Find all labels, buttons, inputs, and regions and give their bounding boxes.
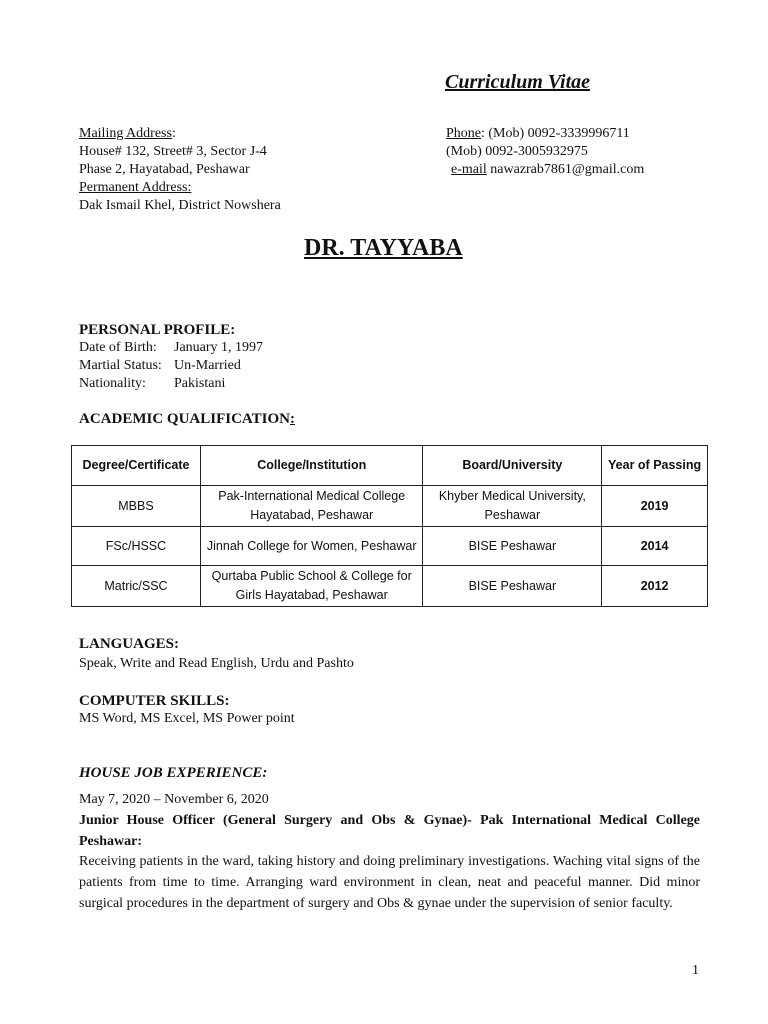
personal-profile-heading: PERSONAL PROFILE: bbox=[79, 322, 236, 338]
cell-degree: Matric/SSC bbox=[72, 566, 201, 607]
nationality-value: Pakistani bbox=[174, 376, 226, 391]
phone-label: Phone bbox=[446, 126, 481, 141]
page-number: 1 bbox=[692, 963, 699, 978]
computer-skills-heading: COMPUTER SKILLS: bbox=[79, 693, 230, 709]
house-job-position: Junior House Officer (General Surgery and Obs & Gynae)- Pak International Medical College Peshawar: bbox=[79, 813, 700, 849]
phone-number-2: (Mob) 0092-3005932975 bbox=[446, 144, 588, 159]
mailing-address-colon: : bbox=[171, 126, 176, 141]
cell-year: 2019 bbox=[602, 486, 708, 527]
header-year: Year of Passing bbox=[602, 446, 708, 486]
cell-board: Khyber Medical University, Peshawar bbox=[423, 486, 602, 527]
personal-row-status bbox=[79, 357, 241, 375]
candidate-name: DR. TAYYABA bbox=[304, 235, 463, 261]
personal-row-nationality bbox=[79, 375, 225, 393]
academic-heading bbox=[79, 410, 295, 428]
cell-year: 2012 bbox=[602, 566, 708, 607]
phone-number-1: : (Mob) 0092-3339996711 bbox=[481, 126, 630, 141]
academic-heading-text: ACADEMIC QUALIFICATION bbox=[79, 411, 290, 427]
cell-degree: MBBS bbox=[72, 486, 201, 527]
table-row bbox=[72, 566, 708, 607]
email-label: e-mail bbox=[451, 162, 487, 177]
cell-college: Qurtaba Public School & College for Girls Hayatabad, Peshawar bbox=[200, 566, 423, 607]
table-row bbox=[72, 527, 708, 566]
status-value: Un-Married bbox=[174, 358, 241, 373]
cell-college: Pak-International Medical College Hayatabad, Peshawar bbox=[200, 486, 423, 527]
cell-board: BISE Peshawar bbox=[423, 527, 602, 566]
mailing-address-line-1: House# 132, Street# 3, Sector J-4 bbox=[79, 144, 267, 159]
mailing-address-line-2: Phase 2, Hayatabad, Peshawar bbox=[79, 162, 250, 177]
dob-value: January 1, 1997 bbox=[174, 340, 264, 355]
dob-label: Date of Birth: bbox=[79, 340, 157, 355]
house-job-dates: May 7, 2020 – November 6, 2020 bbox=[79, 792, 269, 807]
header-college: College/Institution bbox=[200, 446, 423, 486]
email-line bbox=[451, 161, 644, 179]
cell-degree: FSc/HSSC bbox=[72, 527, 201, 566]
permanent-address-label: Permanent Address: bbox=[79, 180, 192, 195]
nationality-label: Nationality: bbox=[79, 376, 146, 391]
phone-line-1 bbox=[446, 125, 630, 143]
table-header-row bbox=[72, 446, 708, 486]
academic-heading-colon: : bbox=[289, 411, 295, 427]
house-job-heading: HOUSE JOB EXPERIENCE: bbox=[79, 765, 268, 781]
house-job-description: Receiving patients in the ward, taking history and doing preliminary investigations. Waching vital signs of the patients from time to time. Arranging ward environment in clean, neat and peaceful manner. Did minor surgical procedures in the department of surgery and Obs & gynae under the supervision of senior faculty. bbox=[79, 854, 700, 911]
document-title: Curriculum Vitae bbox=[445, 71, 591, 93]
cell-board: BISE Peshawar bbox=[423, 566, 602, 607]
cell-college: Jinnah College for Women, Peshawar bbox=[200, 527, 423, 566]
email-value[interactable]: nawazrab7861@gmail.com bbox=[486, 162, 645, 177]
status-label: Martial Status: bbox=[79, 358, 162, 373]
languages-text: Speak, Write and Read English, Urdu and Pashto bbox=[79, 656, 354, 671]
personal-row-dob bbox=[79, 339, 263, 357]
mailing-address-label: Mailing Address bbox=[79, 126, 172, 141]
permanent-address-line-1: Dak Ismail Khel, District Nowshera bbox=[79, 198, 281, 213]
mailing-address-heading bbox=[79, 125, 176, 143]
header-board: Board/University bbox=[423, 446, 602, 486]
languages-heading: LANGUAGES: bbox=[79, 636, 180, 652]
cell-year: 2014 bbox=[602, 527, 708, 566]
computer-skills-text: MS Word, MS Excel, MS Power point bbox=[79, 711, 295, 726]
header-degree: Degree/Certificate bbox=[72, 446, 201, 486]
table-row bbox=[72, 486, 708, 527]
academic-table bbox=[71, 445, 708, 607]
